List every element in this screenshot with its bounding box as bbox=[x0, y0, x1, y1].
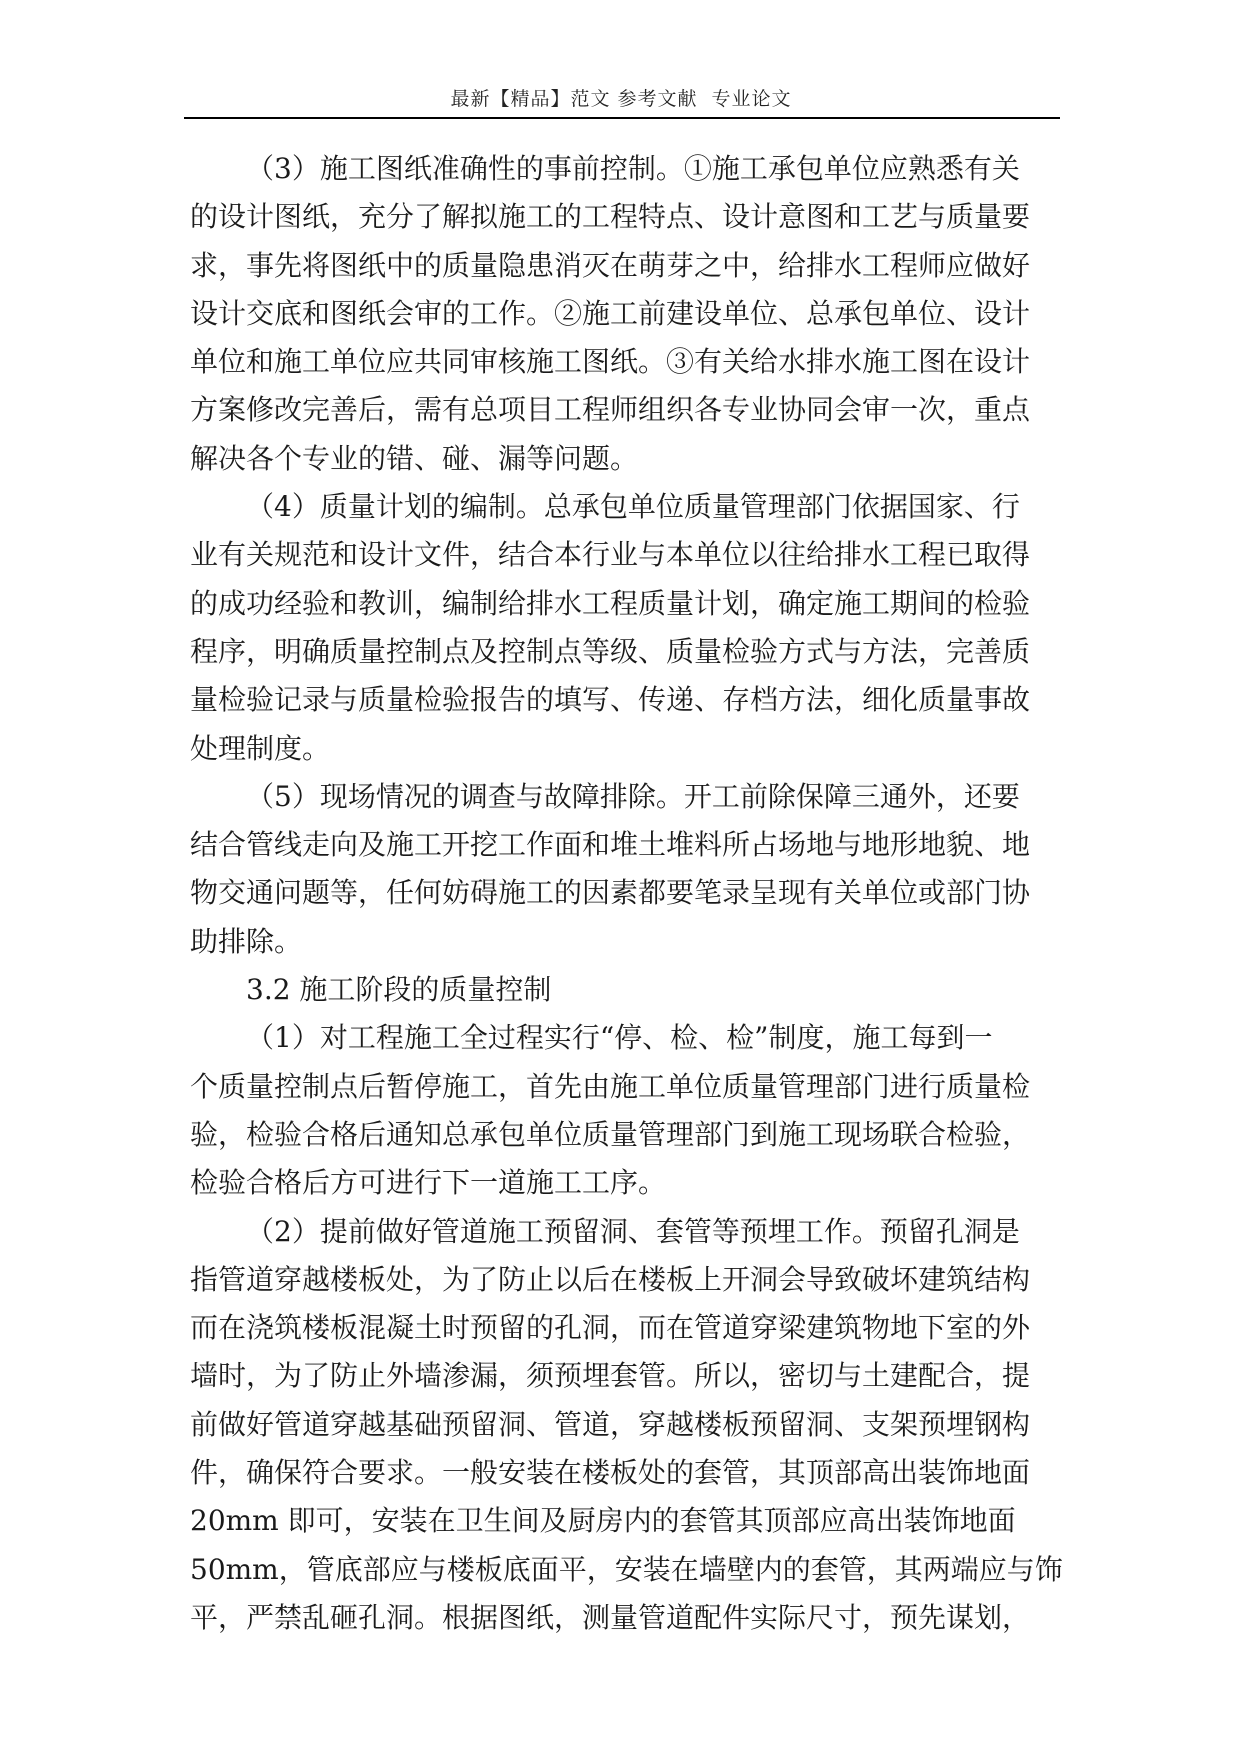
paragraph-line: 指管道穿越楼板处，为了防止以后在楼板上开洞会导致破坏建筑结构 bbox=[190, 1262, 1031, 1296]
paragraph-line: 检验合格后方可进行下一道施工工序。 bbox=[190, 1166, 667, 1200]
paragraph-line: 的成功经验和教训，编制给排水工程质量计划，确定施工期间的检验 bbox=[190, 586, 1031, 620]
paragraph-line: 方案修改完善后，需有总项目工程师组织各专业协同会审一次，重点 bbox=[190, 393, 1031, 427]
paragraph-first-line: （3）施工图纸准确性的事前控制。①施工承包单位应熟悉有关 bbox=[246, 152, 1020, 185]
paragraph-line: 解决各个专业的错、碰、漏等问题。 bbox=[190, 441, 639, 475]
paragraph-line: 个质量控制点后暂停施工，首先由施工单位质量管理部门进行质量检 bbox=[190, 1069, 1031, 1103]
paragraph-line: 程序，明确质量控制点及控制点等级、质量检验方式与方法，完善质 bbox=[190, 634, 1031, 668]
paragraph-line: 平，严禁乱砸孔洞。根据图纸，测量管道配件实际尺寸，预先谋划， bbox=[190, 1600, 1031, 1634]
paragraph-line: 求，事先将图纸中的质量隐患消灭在萌芽之中，给排水工程师应做好 bbox=[190, 248, 1031, 282]
paragraph-first-line: （5）现场情况的调查与故障排除。开工前除保障三通外，还要 bbox=[246, 779, 1020, 813]
paragraph-first-line: （4）质量计划的编制。总承包单位质量管理部门依据国家、行 bbox=[246, 490, 1020, 524]
paragraph-line: 物交通问题等，任何妨碍施工的因素都要笔录呈现有关单位或部门协 bbox=[190, 876, 1031, 910]
paragraph-line: 处理制度。 bbox=[190, 731, 331, 765]
paragraph-line: 助排除。 bbox=[190, 924, 303, 958]
paragraph-line: 件，确保符合要求。一般安装在楼板处的套管，其顶部高出装饰地面 bbox=[190, 1456, 1031, 1490]
paragraph-first-line: 3.2 施工阶段的质量控制 bbox=[246, 973, 552, 1007]
paragraph-line: 设计交底和图纸会审的工作。②施工前建设单位、总承包单位、设计 bbox=[190, 296, 1031, 330]
paragraph-first-line: （2）提前做好管道施工预留洞、套管等预埋工作。预留孔洞是 bbox=[246, 1214, 1020, 1248]
header-divider bbox=[184, 117, 1060, 119]
paragraph-line: 前做好管道穿越基础预留洞、管道，穿越楼板预留洞、支架预埋钢构 bbox=[190, 1407, 1031, 1441]
paragraph-line: 业有关规范和设计文件，结合本行业与本单位以往给排水工程已取得 bbox=[190, 538, 1031, 572]
paragraph-line: 结合管线走向及施工开挖工作面和堆土堆料所占场地与地形地貌、地 bbox=[190, 828, 1031, 862]
paragraph-line: 验，检验合格后通知总承包单位质量管理部门到施工现场联合检验， bbox=[190, 1117, 1031, 1151]
paragraph-line: 20mm 即可，安装在卫生间及厨房内的套管其顶部应高出装饰地面 bbox=[190, 1504, 1016, 1538]
paragraph-line: 的设计图纸，充分了解拟施工的工程特点、设计意图和工艺与质量要 bbox=[190, 200, 1031, 234]
document-body bbox=[190, 145, 1070, 1642]
paragraph-line: 墙时，为了防止外墙渗漏，须预埋套管。所以，密切与土建配合，提 bbox=[190, 1359, 1031, 1393]
paragraph-line: 而在浇筑楼板混凝土时预留的孔洞，而在管道穿梁建筑物地下室的外 bbox=[190, 1311, 1031, 1345]
paragraph-first-line: （1）对工程施工全过程实行“停、检、检”制度，施工每到一 bbox=[246, 1021, 993, 1055]
page-header: 最新【精品】范文 参考文献 专业论文 bbox=[450, 88, 792, 110]
paragraph-line: 量检验记录与质量检验报告的填写、传递、存档方法，细化质量事故 bbox=[190, 683, 1031, 717]
paragraph-line: 单位和施工单位应共同审核施工图纸。③有关给水排水施工图在设计 bbox=[190, 345, 1031, 379]
paragraph-line: 50mm，管底部应与楼板底面平，安装在墙壁内的套管，其两端应与饰 bbox=[190, 1552, 1063, 1586]
